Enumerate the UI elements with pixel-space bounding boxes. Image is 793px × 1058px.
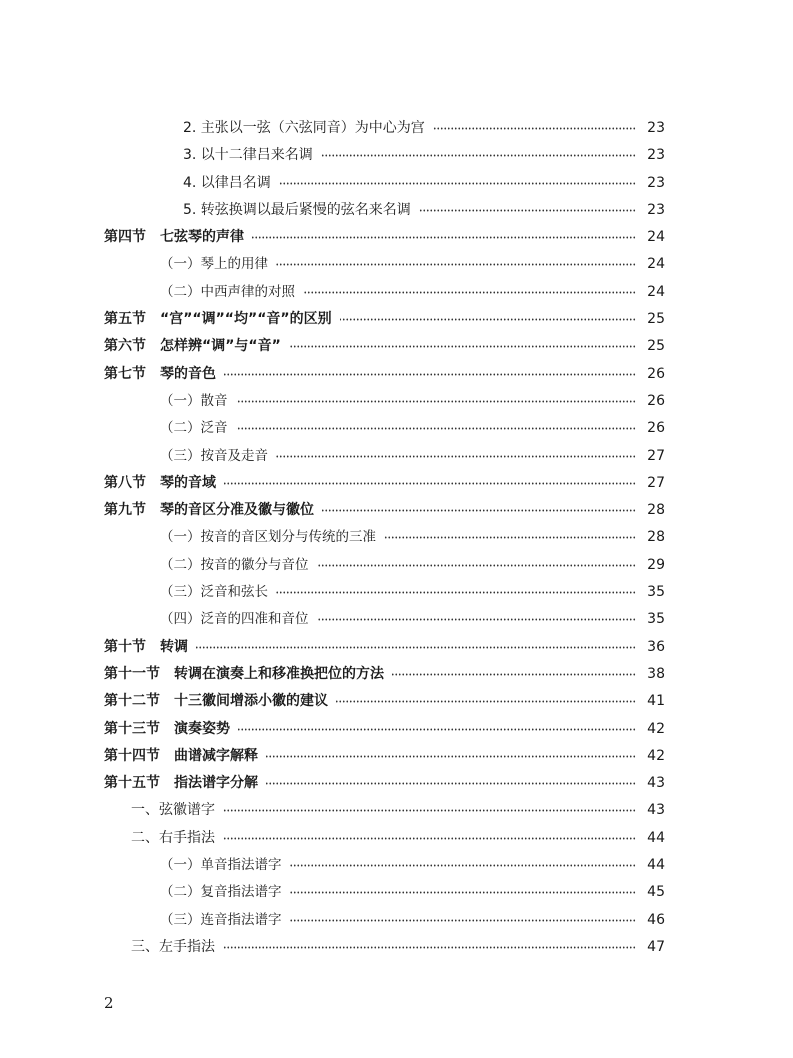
dot-leader (392, 669, 636, 680)
toc-page-number: 46 (647, 911, 665, 928)
toc-entry-text: （一）散音 (160, 392, 228, 409)
toc-section-row (0, 497, 793, 524)
page-number: 2 (104, 994, 114, 1012)
toc-entry-text: 十三徽间增添小徽的建议 (174, 693, 328, 710)
toc-page-number: 24 (647, 256, 665, 273)
toc-entry-text: （三）泛音和弦长 (160, 584, 268, 601)
toc-entry-title (160, 279, 295, 306)
toc-entry-title (104, 661, 384, 688)
toc-entry-text: “宫”“调”“均”“音”的区别 (160, 311, 332, 328)
toc-entry-text: （一）单音指法谱字 (160, 857, 282, 874)
toc-entry-text: 2. 主张以一弦（六弦同音）为中心为宫 (183, 120, 425, 136)
toc-section-number: 第九节 (104, 502, 146, 519)
toc-page-number: 45 (647, 884, 665, 901)
toc-entry-title (183, 197, 411, 224)
toc-page-number: 26 (647, 392, 665, 409)
toc-entry-title (104, 470, 216, 497)
toc-entry-title (160, 524, 376, 551)
dot-leader (419, 205, 636, 216)
toc-entry-row (0, 825, 793, 852)
dot-leader (290, 915, 636, 926)
toc-section-number: 第十四节 (104, 747, 160, 764)
dot-leader (236, 396, 636, 407)
toc-entry-title (104, 497, 314, 524)
toc-section-row (0, 224, 793, 251)
toc-entry-text: 七弦琴的声律 (160, 229, 244, 246)
toc-section-number: 第四节 (104, 229, 146, 246)
dot-leader (433, 123, 636, 134)
toc-entry-row (0, 934, 793, 961)
dot-leader (223, 833, 636, 844)
toc-section-row (0, 361, 793, 388)
toc-entry-text: 琴的音域 (160, 474, 216, 491)
toc-page-number: 23 (647, 147, 665, 164)
toc-page-number: 28 (647, 529, 665, 546)
toc-entry-title (104, 770, 258, 797)
dot-leader (266, 751, 636, 762)
dot-leader (290, 860, 636, 871)
dot-leader (223, 942, 636, 953)
dot-leader (276, 259, 636, 270)
toc-entry-text: 指法谱字分解 (174, 775, 258, 792)
toc-entry-text: 3. 以十二律吕来名调 (183, 147, 313, 164)
toc-entry-title (183, 115, 425, 142)
toc-entry-title (160, 579, 268, 606)
toc-page-number: 44 (647, 829, 665, 846)
toc-entry-title (160, 443, 268, 470)
toc-section-number: 第八节 (104, 474, 146, 491)
toc-entry-title (160, 415, 228, 442)
toc-entry-row (0, 552, 793, 579)
toc-entry-text: 转调在演奏上和移准换把位的方法 (174, 665, 384, 682)
toc-page-number: 47 (647, 938, 665, 955)
toc-entry-text: （二）复音指法谱字 (160, 884, 282, 901)
toc-entry-row (0, 797, 793, 824)
dot-leader (279, 178, 636, 189)
toc-section-row (0, 743, 793, 770)
toc-section-row (0, 770, 793, 797)
toc-page-number: 25 (647, 311, 665, 328)
toc-entry-row (0, 388, 793, 415)
toc-entry-title (160, 388, 228, 415)
toc-section-row (0, 333, 793, 360)
toc-page-number: 35 (647, 584, 665, 601)
toc-entry-text: 琴的音区分准及徽与徽位 (160, 502, 314, 519)
toc-entry-text: （三）按音及走音 (160, 447, 268, 464)
toc-entry-row (0, 415, 793, 442)
toc-entry-text: 琴的音色 (160, 365, 216, 382)
toc-section-row (0, 306, 793, 333)
dot-leader (196, 642, 636, 653)
toc-section-row (0, 470, 793, 497)
toc-entry-text: 演奏姿势 (174, 720, 230, 737)
toc-page-number: 23 (647, 120, 665, 136)
dot-leader (321, 150, 636, 161)
toc-section-row (0, 634, 793, 661)
table-of-contents (0, 115, 793, 961)
toc-section-number: 第十一节 (104, 665, 160, 682)
toc-entry-row (0, 170, 793, 197)
toc-entry-title (183, 142, 313, 169)
toc-section-number: 第五节 (104, 311, 146, 328)
dot-leader (303, 287, 636, 298)
dot-leader (289, 341, 636, 352)
toc-section-number: 第七节 (104, 365, 146, 382)
toc-page-number: 42 (647, 747, 665, 764)
dot-leader (340, 314, 636, 325)
toc-entry-text: （一）琴上的用律 (160, 256, 268, 273)
toc-entry-row (0, 606, 793, 633)
toc-entry-title (131, 825, 215, 852)
toc-section-row (0, 688, 793, 715)
toc-entry-title (131, 797, 215, 824)
toc-page-number: 26 (647, 420, 665, 437)
toc-entry-row (0, 142, 793, 169)
toc-entry-text: 三、左手指法 (131, 938, 215, 955)
toc-section-number: 第十二节 (104, 693, 160, 710)
toc-page-number: 42 (647, 720, 665, 737)
toc-entry-text: 转调 (160, 638, 188, 655)
toc-page-number: 23 (647, 174, 665, 191)
toc-entry-row (0, 197, 793, 224)
toc-entry-text: （一）按音的音区划分与传统的三准 (160, 529, 376, 546)
dot-leader (290, 887, 636, 898)
toc-section-number: 第十三节 (104, 720, 160, 737)
toc-entry-row (0, 852, 793, 879)
toc-entry-row (0, 115, 793, 142)
dot-leader (252, 232, 636, 243)
toc-page-number: 38 (647, 665, 665, 682)
dot-leader (384, 532, 636, 543)
toc-page-number: 44 (647, 857, 665, 874)
dot-leader (238, 724, 636, 735)
toc-entry-title (160, 552, 309, 579)
toc-entry-title (160, 879, 282, 906)
toc-entry-title (104, 743, 258, 770)
toc-entry-text: 5. 转弦换调以最后紧慢的弦名来名调 (183, 201, 411, 218)
dot-leader (224, 478, 636, 489)
toc-entry-row (0, 251, 793, 278)
toc-entry-title (160, 251, 268, 278)
toc-entry-text: 二、右手指法 (131, 829, 215, 846)
toc-entry-text: 曲谱减字解释 (174, 747, 258, 764)
toc-entry-title (183, 170, 271, 197)
toc-entry-text: （二）按音的徽分与音位 (160, 556, 309, 573)
toc-entry-title (104, 224, 244, 251)
toc-page-number: 29 (647, 556, 665, 573)
toc-entry-title (104, 634, 188, 661)
toc-page-number: 35 (647, 611, 665, 628)
toc-entry-text: （二）中西声律的对照 (160, 283, 295, 300)
toc-page-number: 43 (647, 802, 665, 819)
dot-leader (317, 560, 636, 571)
toc-entry-title (104, 361, 216, 388)
toc-page-number: 27 (647, 447, 665, 464)
dot-leader (236, 423, 636, 434)
toc-page-number: 25 (647, 338, 665, 355)
toc-entry-title (104, 688, 328, 715)
dot-leader (223, 805, 636, 816)
dot-leader (276, 587, 636, 598)
toc-entry-title (160, 852, 282, 879)
toc-entry-title (104, 716, 230, 743)
dot-leader (317, 614, 636, 625)
toc-page-number: 43 (647, 775, 665, 792)
toc-entry-text: （二）泛音 (160, 420, 228, 437)
toc-page-number: 41 (647, 693, 665, 710)
toc-page-number: 23 (647, 201, 665, 218)
toc-section-row (0, 661, 793, 688)
toc-page-number: 27 (647, 474, 665, 491)
toc-entry-title (104, 306, 332, 333)
toc-entry-title (160, 606, 309, 633)
dot-leader (266, 778, 636, 789)
toc-entry-row (0, 279, 793, 306)
toc-page-number: 24 (647, 283, 665, 300)
toc-page-number: 36 (647, 638, 665, 655)
toc-entry-title (160, 907, 282, 934)
dot-leader (322, 505, 636, 516)
toc-section-number: 第十五节 (104, 775, 160, 792)
toc-entry-row (0, 579, 793, 606)
toc-entry-text: （四）泛音的四准和音位 (160, 611, 309, 628)
dot-leader (336, 696, 636, 707)
toc-entry-row (0, 443, 793, 470)
toc-entry-row (0, 879, 793, 906)
dot-leader (224, 369, 636, 380)
toc-entry-text: 一、弦徽谱字 (131, 802, 215, 819)
toc-entry-title (131, 934, 215, 961)
toc-section-number: 第六节 (104, 338, 146, 355)
toc-section-row (0, 716, 793, 743)
toc-page-number: 26 (647, 365, 665, 382)
toc-page-number: 24 (647, 229, 665, 246)
toc-entry-row (0, 907, 793, 934)
toc-page-number: 28 (647, 502, 665, 519)
toc-entry-text: （三）连音指法谱字 (160, 911, 282, 928)
toc-section-number: 第十节 (104, 638, 146, 655)
toc-entry-row (0, 524, 793, 551)
toc-entry-text: 4. 以律吕名调 (183, 174, 271, 191)
toc-entry-text: 怎样辨“调”与“音” (160, 338, 281, 355)
toc-entry-title (104, 333, 281, 360)
dot-leader (276, 451, 636, 462)
